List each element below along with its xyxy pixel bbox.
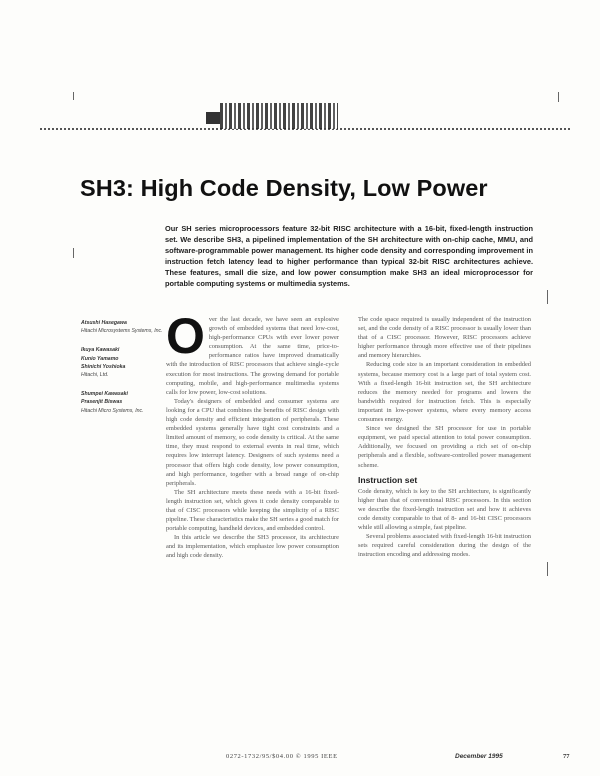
footer-issn: 0272-1732/95/$04.00 © 1995 IEEE <box>226 753 338 760</box>
author-name: Kunio Yamamo <box>81 355 119 362</box>
author-name: Shumpei Kawasaki <box>81 391 128 398</box>
paragraph: Code density, which is key to the SH architecture, is significantly higher than that of conventional RISC processors. In this section we describe the fixed-length instruction set and how it achieves code density comparable to that of 8- and 16-bit CISC processors while still allowing a simple, fast pipeline. <box>358 487 531 532</box>
paragraph: In this article we describe the SH3 processor, its architecture and its implementation, which emphasize low power consumption and high code density. <box>166 534 339 560</box>
author-block <box>81 319 166 426</box>
author-name: Atsushi Hasegawa <box>81 320 127 326</box>
margin-mark <box>547 290 548 304</box>
paragraph: Over the last decade, we have seen an explosive growth of embedded systems that need low-cost, high-performance CPUs with ever lower power consumption. At the same time, price-to-performance ratios have improved dramatically with the introduction of RISC processors that achieve single-cycle execution for most instructions. The growing demand for portable computing, mobile, and high-performance multimedia systems calls for low power, low-cost solutions. <box>166 308 339 396</box>
article-abstract: Our SH series microprocessors feature 32-bit RISC architecture with a 16-bit, fixed-length instruction set. We describe SH3, a pipelined implementation of the SH architecture with on-chip cache, MMU, and software-programmable power management. Its higher code density and corresponding improvement in instruction fetch latency lead to higher performance than typical 32-bit RISC architectures achieve. These features, small die size, and low power consumption make SH3 an ideal microprocessor for portable computing systems or multimedia systems. <box>165 224 533 289</box>
margin-mark <box>73 92 74 100</box>
paragraph: Today's designers of embedded and consumer systems are looking for a CPU that combines the benefits of RISC design with high code density and efficient integration of peripherals. These embedded systems generally have tight cost constraints and a limited amount of memory, so code density is critical. At the same time, they must respond to external events in real time, which requires low interrupt latency. Designers of such systems need a processor that offers high code density, low power consumption, and high performance, together with a broad range of on-chip peripherals. <box>166 397 339 487</box>
logo-mark <box>206 112 220 124</box>
paragraph: Several problems associated with fixed-length 16-bit instruction sets required careful consideration during the design of the instruction encoding and addressing modes. <box>358 533 531 559</box>
sh3-header-logo <box>220 103 338 129</box>
margin-mark <box>73 248 74 258</box>
paragraph: The SH architecture meets these needs with a 16-bit fixed-length instruction set, which gives it code density comparable to that of CISC processors while keeping the simplicity of a RISC pipeline. These characteristics make the SH series a good match for portable computing, handheld devices, and embedded control. <box>166 488 339 533</box>
author-name: Shinichi Yoshioka <box>81 363 126 370</box>
article-title: SH3: High Code Density, Low Power <box>80 175 488 201</box>
author-name: Ikuya Kawasaki <box>81 347 120 354</box>
margin-mark <box>547 562 548 576</box>
paragraph: Since we designed the SH processor for use in portable equipment, we paid special attention to total power consumption. Additionally, we focused on providing a rich set of on-chip peripherals and a flexible, software-controlled power management scheme. <box>358 425 531 469</box>
drop-cap: O <box>166 308 205 364</box>
author-affiliation: Hitachi Microsystems Systems, Inc. <box>81 328 163 335</box>
author-affiliation: Hitachi Micro Systems, Inc. <box>81 407 144 414</box>
paragraph: Reducing code size is an important consideration in embedded systems, because memory cost is a large part of total system cost. With a fixed-length 16-bit instruction set, the SH architecture reduces the memory needed for programs and lowers the bandwidth required for instruction fetch. This is especially important in low-power systems, where every memory access consumes energy. <box>358 361 531 424</box>
page-number: 77 <box>563 753 570 760</box>
paragraph: The code space required is usually independent of the instruction set, and the code density of a RISC processor is usually lower than that of a CISC processor. However, RISC processors achieve higher performance through more effective use of their pipelines and memory hierarchies. <box>358 316 531 360</box>
section-heading: Instruction set <box>358 474 418 485</box>
author-name: Prasenjit Biswas <box>81 399 123 406</box>
margin-mark <box>558 92 559 102</box>
footer-date: December 1995 <box>455 753 503 760</box>
body-column-right <box>358 315 531 559</box>
body-column-left <box>166 308 339 561</box>
author-affiliation: Hitachi, Ltd. <box>81 372 109 379</box>
